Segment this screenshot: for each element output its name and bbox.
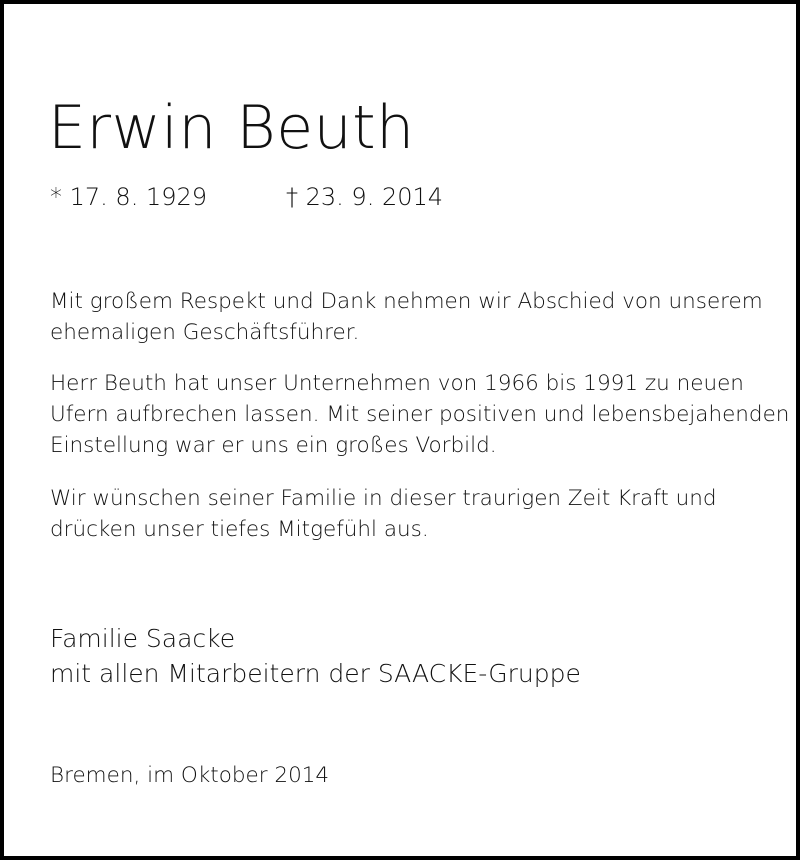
text-line: drücken unser tiefes Mitgefühl aus. xyxy=(50,517,429,542)
paragraph-farewell xyxy=(50,286,770,348)
deceased-name: Erwin Beuth xyxy=(48,93,415,163)
text-line: Herr Beuth hat unser Unternehmen von 1966 bis 1991 zu neuen xyxy=(50,371,744,396)
signature-block xyxy=(50,621,581,691)
text-line: Einstellung war er uns ein großes Vorbild. xyxy=(50,433,497,458)
text-line: ehemaligen Geschäftsführer. xyxy=(50,320,360,345)
signature-company: mit allen Mitarbeitern der SAACKE-Gruppe xyxy=(50,659,581,688)
text-line: Wir wünschen seiner Familie in dieser traurigen Zeit Kraft und xyxy=(50,486,717,511)
birth-date: * 17. 8. 1929 xyxy=(50,183,208,211)
text-line: Ufern aufbrechen lassen. Mit seiner positiven und lebensbejahenden xyxy=(50,402,790,427)
paragraph-tribute xyxy=(50,368,790,461)
death-date: † 23. 9. 2014 xyxy=(286,183,444,211)
signature-family: Familie Saacke xyxy=(50,624,236,653)
place-and-date: Bremen, im Oktober 2014 xyxy=(50,763,330,788)
text-line: Mit großem Respekt und Dank nehmen wir Abschied von unserem xyxy=(50,289,763,314)
paragraph-condolence xyxy=(50,483,770,545)
